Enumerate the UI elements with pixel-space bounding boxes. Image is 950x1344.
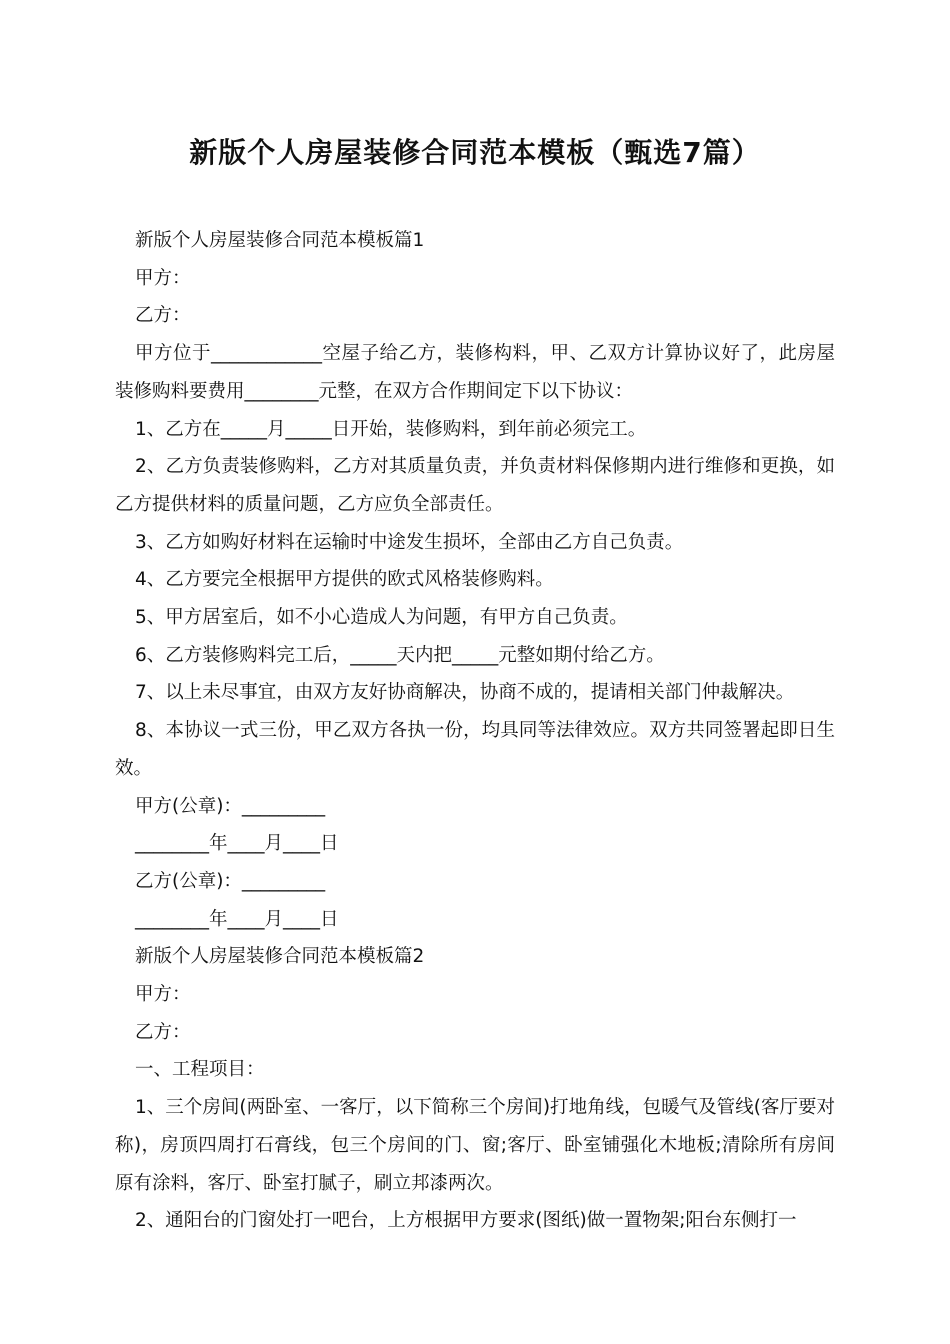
clause-5: 5、甲方居室后，如不小心造成人为问题，有甲方自己负责。 (135, 607, 628, 629)
party-a-line: 甲方： (135, 267, 191, 289)
clause-3: 3、乙方如购好材料在运输时中途发生损坏，全部由乙方自己负责。 (135, 531, 684, 553)
project-heading: 一、工程项目： (135, 1059, 265, 1081)
document-body (115, 222, 835, 1240)
party-a-seal: 甲方(公章)：_________ (135, 795, 326, 817)
party-b-date: ________年____月____日 (135, 908, 339, 930)
agreement-intro: 甲方位于____________空屋子给乙方，装修构料，甲、乙双方计算协议好了，此房屋装修购料要费用________元整，在双方合作期间定下以下协议： (115, 343, 835, 402)
clause-2: 2、乙方负责装修购料，乙方对其质量负责，并负责材料保修期内进行维修和更换，如乙方提供材料的质量问题，乙方应负全部责任。 (115, 456, 835, 515)
clause-8: 8、本协议一式三份，甲乙双方各执一份，均具同等法律效应。双方共同签署起即日生效。 (115, 720, 835, 779)
party-a-date: ________年____月____日 (135, 833, 339, 855)
document-title: 新版个人房屋装修合同范本模板（甄选7篇） (189, 136, 761, 169)
section-heading-1: 新版个人房屋装修合同范本模板篇1 (135, 230, 425, 251)
party-b-line: 乙方： (135, 305, 191, 327)
clause-1: 1、乙方在_____月_____日开始，装修购料，到年前必须完工。 (135, 418, 647, 440)
clause-4: 4、乙方要完全根据甲方提供的欧式风格装修购料。 (135, 569, 554, 591)
party-b-line-2: 乙方： (135, 1021, 191, 1043)
party-a-line-2: 甲方： (135, 984, 191, 1006)
party-b-seal: 乙方(公章)：_________ (135, 870, 326, 892)
section-heading-2: 新版个人房屋装修合同范本模板篇2 (135, 946, 425, 968)
project-item-1: 1、三个房间(两卧室、一客厅，以下简称三个房间)打地角线，包暖气及管线(客厅要对称)，房顶四周打石膏线，包三个房间的门、窗;客厅、卧室铺强化木地板;清除所有房间原有涂料，客厅、卧室打腻子，刷立邦漆两次。 (115, 1097, 835, 1194)
project-item-2: 2、通阳台的门窗处打一吧台，上方根据甲方要求(图纸)做一置物架;阳台东侧打一 (135, 1210, 797, 1232)
clause-7: 7、以上未尽事宜，由双方友好协商解决，协商不成的，提请相关部门仲裁解决。 (135, 682, 795, 704)
clause-6: 6、乙方装修购料完工后，_____天内把_____元整如期付给乙方。 (135, 644, 665, 666)
